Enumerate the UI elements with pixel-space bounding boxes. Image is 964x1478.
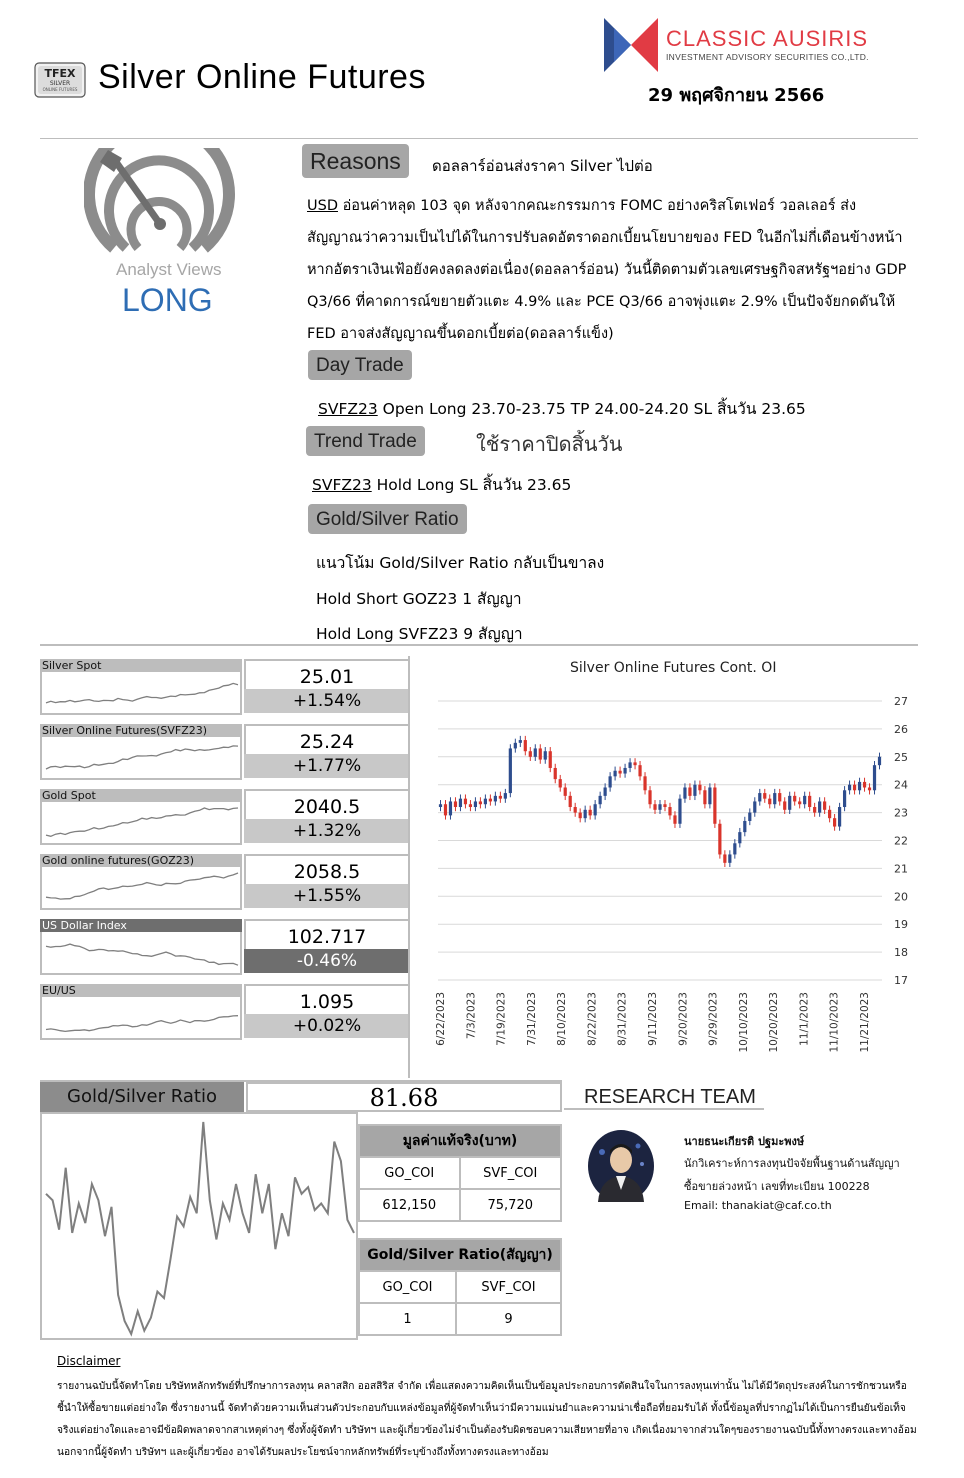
candle-body bbox=[623, 768, 626, 774]
candle-body bbox=[474, 801, 477, 807]
sparkline-line bbox=[42, 999, 240, 1039]
candle-body bbox=[798, 801, 801, 804]
target-dart-icon bbox=[84, 148, 244, 258]
chart-title: Silver Online Futures Cont. OI bbox=[570, 660, 777, 676]
market-value: 1.095 bbox=[244, 984, 410, 1014]
fair-value-svf: 75,720 bbox=[460, 1189, 562, 1221]
y-tick-label: 22 bbox=[894, 834, 908, 848]
market-row bbox=[40, 789, 410, 847]
research-team-title: RESEARCH TEAM bbox=[584, 1086, 756, 1108]
candle-body bbox=[643, 776, 646, 790]
sparkline-line bbox=[42, 804, 240, 844]
candle-body bbox=[653, 804, 656, 810]
y-tick-label: 20 bbox=[894, 890, 908, 904]
contracts-table bbox=[358, 1238, 562, 1336]
ratio-line-3: Hold Long SVFZ23 9 สัญญา bbox=[316, 625, 523, 643]
candle-body bbox=[748, 813, 751, 821]
day-trade-detail: Open Long 23.70-23.75 TP 24.00-24.20 SL สิ้นวัน 23.65 bbox=[377, 400, 806, 418]
candle-body bbox=[604, 787, 607, 795]
x-tick-label: 9/11/2023 bbox=[647, 992, 659, 1046]
candle-body bbox=[738, 832, 741, 843]
candle-body bbox=[788, 796, 791, 810]
candle-body bbox=[708, 787, 711, 804]
candle-body bbox=[848, 785, 851, 791]
candle-body bbox=[753, 801, 756, 812]
x-tick-label: 9/20/2023 bbox=[677, 992, 690, 1046]
candle-body bbox=[494, 796, 497, 802]
reasons-paragraph bbox=[307, 190, 907, 350]
candle-body bbox=[579, 813, 582, 819]
candle-body bbox=[718, 824, 721, 855]
candle-body bbox=[633, 762, 636, 765]
candle-body bbox=[648, 790, 651, 804]
candle-body bbox=[628, 762, 631, 768]
y-tick-label: 21 bbox=[894, 862, 908, 876]
y-tick-label: 27 bbox=[894, 695, 908, 708]
y-tick-label: 18 bbox=[894, 946, 908, 960]
candle-body bbox=[833, 818, 836, 826]
ratio-line bbox=[46, 1122, 354, 1334]
candle-body bbox=[663, 804, 666, 807]
market-value: 25.24 bbox=[244, 724, 410, 754]
ratio-chart-frame bbox=[40, 1112, 358, 1340]
candle-body bbox=[668, 807, 671, 815]
candle-body bbox=[599, 796, 602, 804]
candle-body bbox=[504, 793, 507, 799]
reasons-ticker: USD bbox=[307, 198, 338, 214]
contracts-svf: 9 bbox=[456, 1303, 561, 1335]
candle-body bbox=[524, 740, 527, 751]
gold-silver-ratio-label: Gold/Silver Ratio bbox=[40, 1082, 244, 1112]
candle-body bbox=[499, 796, 502, 799]
x-tick-label: 11/1/2023 bbox=[798, 992, 811, 1046]
silver-oi-candlestick-chart bbox=[410, 680, 930, 1070]
tfex-silver-logo bbox=[34, 62, 86, 98]
candle-body bbox=[688, 787, 691, 795]
candle-body bbox=[778, 793, 781, 801]
candle-body bbox=[618, 771, 621, 774]
contracts-header-svf: SVF_COI bbox=[456, 1271, 561, 1303]
market-change: +1.55% bbox=[244, 884, 410, 908]
trend-trade-note: ใช้ราคาปิดสิ้นวัน bbox=[476, 432, 623, 456]
trend-trade-detail: Hold Long SL สิ้นวัน 23.65 bbox=[371, 476, 572, 494]
y-tick-label: 26 bbox=[894, 722, 908, 736]
candle-body bbox=[469, 804, 472, 807]
page-title: Silver Online Futures bbox=[98, 58, 426, 96]
candle-body bbox=[529, 751, 532, 757]
candle-body bbox=[594, 804, 597, 815]
candle-body bbox=[454, 801, 457, 807]
candle-body bbox=[873, 765, 876, 790]
candle-body bbox=[728, 854, 731, 862]
candle-body bbox=[614, 771, 617, 777]
classic-ausiris-logo-mark bbox=[604, 18, 658, 72]
x-tick-label: 6/22/2023 bbox=[435, 992, 447, 1046]
trend-trade-tag: Trend Trade bbox=[306, 426, 425, 456]
trend-trade-ticker: SVFZ23 bbox=[312, 476, 372, 494]
candle-body bbox=[584, 810, 587, 818]
candle-body bbox=[514, 743, 517, 749]
gold-silver-ratio-tag: Gold/Silver Ratio bbox=[308, 504, 467, 534]
candle-body bbox=[609, 776, 612, 787]
y-tick-label: 23 bbox=[894, 806, 908, 820]
fair-value-header-go: GO_COI bbox=[359, 1157, 460, 1189]
market-row bbox=[40, 919, 410, 977]
market-value: 25.01 bbox=[244, 659, 410, 689]
candle-body bbox=[464, 799, 467, 805]
day-trade-tag: Day Trade bbox=[308, 350, 412, 380]
day-trade-text bbox=[318, 396, 806, 421]
ratio-line-1: แนวโน้ม Gold/Silver Ratio กลับเป็นขาลง bbox=[316, 554, 605, 572]
candle-body bbox=[449, 801, 452, 815]
svg-text:SILVER: SILVER bbox=[49, 80, 71, 87]
market-row bbox=[40, 854, 410, 912]
trend-trade-text bbox=[312, 472, 571, 497]
candle-body bbox=[549, 751, 552, 768]
candle-body bbox=[574, 807, 577, 813]
brand-subtitle: INVESTMENT ADVISORY SECURITIES CO.,LTD. bbox=[666, 52, 869, 62]
candle-body bbox=[828, 810, 831, 818]
x-tick-label: 8/31/2023 bbox=[616, 992, 629, 1046]
contracts-header-go: GO_COI bbox=[359, 1271, 456, 1303]
candle-body bbox=[783, 801, 786, 809]
candle-body bbox=[519, 740, 522, 743]
contracts-go: 1 bbox=[359, 1303, 456, 1335]
candle-body bbox=[459, 799, 462, 807]
candle-body bbox=[479, 801, 482, 804]
candle-body bbox=[564, 787, 567, 795]
sparkline-line bbox=[42, 869, 240, 909]
svg-text:ONLINE FUTURES: ONLINE FUTURES bbox=[42, 87, 78, 92]
candle-body bbox=[878, 757, 881, 765]
candle-body bbox=[843, 790, 846, 807]
x-tick-label: 11/21/2023 bbox=[859, 992, 871, 1053]
market-label: Gold Spot bbox=[40, 789, 242, 802]
candle-body bbox=[444, 804, 447, 815]
candle-body bbox=[484, 799, 487, 805]
sparkline-line bbox=[42, 934, 240, 974]
candle-body bbox=[733, 843, 736, 854]
candle-body bbox=[683, 787, 686, 798]
market-value: 2058.5 bbox=[244, 854, 410, 884]
candle-body bbox=[509, 748, 512, 793]
report-date: 29 พฤศจิกายน 2566 bbox=[648, 85, 825, 106]
candle-body bbox=[703, 790, 706, 804]
candle-body bbox=[813, 807, 816, 813]
reasons-body: อ่อนค่าหลุด 103 จุด หลังจากคณะกรรมการ FOMC อย่างคริสโตเฟอร์ วอลเลอร์ ส่งสัญญาณว่าความเป็นไปได้ในการปรับลดอัตราดอกเบี้ยนโยบายของ FED ในอีกไม่กี่เดือนข้างหน้า หากอัตราเงินเฟ้อยังคงลดลงต่อเนื่อง(ดอลลาร์อ่อน) วันนี้ติดตามตัวเลขเศรษฐกิจสหรัฐฯอย่าง GDP Q3/66 ที่คาดการณ์ขยายตัวแตะ 4.9% และ PCE Q3/66 อาจพุ่งแตะ 2.9% เป็นปัจจัยกดดันให้ FED อาจส่งสัญญาณขึ้นดอกเบี้ยต่อ(ดอลลาร์แข็ง) bbox=[307, 198, 907, 342]
candle-body bbox=[743, 821, 746, 832]
market-label: Silver Spot bbox=[40, 659, 242, 672]
candle-body bbox=[673, 815, 676, 823]
market-value: 2040.5 bbox=[244, 789, 410, 819]
candle-body bbox=[863, 782, 866, 788]
candle-body bbox=[554, 768, 557, 779]
market-change: +1.54% bbox=[244, 689, 410, 713]
market-label: US Dollar Index bbox=[40, 919, 242, 932]
analyst-role: นักวิเคราะห์การลงทุนปัจจัยพื้นฐานด้านสัญญา bbox=[684, 1157, 900, 1170]
candle-body bbox=[439, 804, 442, 807]
candle-body bbox=[569, 796, 572, 807]
fair-value-title: มูลค่าแท้จริง(บาท) bbox=[359, 1125, 561, 1157]
candle-body bbox=[858, 782, 861, 790]
day-trade-ticker: SVFZ23 bbox=[318, 400, 378, 418]
candle-body bbox=[693, 785, 696, 796]
candle-body bbox=[658, 804, 661, 810]
ratio-line-2: Hold Short GOZ23 1 สัญญา bbox=[316, 590, 522, 608]
x-tick-label: 7/31/2023 bbox=[525, 992, 538, 1046]
candle-body bbox=[868, 787, 871, 790]
candle-body bbox=[544, 751, 547, 759]
candle-body bbox=[823, 801, 826, 809]
brand-name: CLASSIC AUSIRIS bbox=[666, 26, 869, 51]
analyst-name: นายธนะเกียรติ ปฐมะพงษ์ bbox=[684, 1135, 805, 1148]
candle-body bbox=[539, 748, 542, 759]
x-tick-label: 7/3/2023 bbox=[465, 992, 478, 1040]
candle-body bbox=[803, 796, 806, 804]
candle-body bbox=[808, 796, 811, 807]
x-tick-label: 8/10/2023 bbox=[556, 992, 569, 1046]
fair-value-table bbox=[358, 1124, 562, 1222]
analyst-position: LONG bbox=[122, 282, 213, 318]
market-change: +0.02% bbox=[244, 1014, 410, 1038]
analyst-license: ซื้อขายล่วงหน้า เลขที่ทะเบียน 100228 bbox=[684, 1180, 870, 1193]
x-tick-label: 10/20/2023 bbox=[768, 992, 781, 1053]
research-team-underline bbox=[564, 1108, 764, 1110]
market-label: Gold online futures(GOZ23) bbox=[40, 854, 242, 867]
y-tick-label: 25 bbox=[894, 750, 908, 764]
analyst-views-label: Analyst Views bbox=[116, 260, 222, 279]
candle-body bbox=[723, 854, 726, 862]
x-tick-label: 7/19/2023 bbox=[495, 992, 508, 1046]
x-tick-label: 9/29/2023 bbox=[707, 992, 720, 1046]
market-row bbox=[40, 724, 410, 782]
x-tick-label: 10/10/2023 bbox=[737, 992, 750, 1053]
candle-body bbox=[713, 787, 716, 823]
y-tick-label: 17 bbox=[894, 974, 908, 987]
fair-value-header-svf: SVF_COI bbox=[460, 1157, 562, 1189]
candle-body bbox=[638, 765, 641, 776]
x-tick-label: 11/10/2023 bbox=[828, 992, 841, 1053]
candle-body bbox=[758, 793, 761, 801]
disclaimer-title: Disclaimer bbox=[57, 1354, 121, 1368]
candle-body bbox=[768, 799, 771, 805]
y-tick-label: 24 bbox=[894, 778, 908, 792]
x-tick-label: 8/22/2023 bbox=[586, 992, 599, 1046]
candle-body bbox=[773, 793, 776, 804]
svg-text:TFEX: TFEX bbox=[44, 67, 76, 80]
fair-value-go: 612,150 bbox=[359, 1189, 460, 1221]
header-divider bbox=[40, 138, 918, 139]
candle-body bbox=[838, 807, 841, 827]
candle-body bbox=[589, 810, 592, 816]
candle-body bbox=[818, 801, 821, 812]
sparkline-line bbox=[42, 674, 240, 714]
analyst-email[interactable]: Email: thanakiat@caf.co.th bbox=[684, 1199, 832, 1212]
candle-body bbox=[534, 748, 537, 756]
market-row bbox=[40, 659, 410, 717]
reasons-tag: Reasons bbox=[302, 144, 409, 178]
section-divider bbox=[40, 644, 918, 646]
analyst-avatar bbox=[588, 1130, 654, 1202]
market-label: Silver Online Futures(SVFZ23) bbox=[40, 724, 242, 737]
reasons-headline: ดอลลาร์อ่อนส่งราคา Silver ไปต่อ bbox=[432, 157, 653, 175]
market-row bbox=[40, 984, 410, 1042]
candle-body bbox=[763, 793, 766, 799]
market-label: EU/US bbox=[40, 984, 242, 997]
disclaimer-text: รายงานฉบับนี้จัดทำโดย บริษัทหลักทรัพย์ที่ปรึกษาการลงทุน คลาสสิก ออสสิริส จำกัด เพื่อแสดงความคิดเห็นเป็นข้อมูลประกอบการตัดสินใจในการลงทุนเท่านั้น ไม่ได้มีวัตถุประสงค์ในการชักชวนหรือชี้นำให้ซื้อขายแต่อย่างใด ซึ่งรายงานนี้ จัดทำด้วยความเห็นส่วนตัวประกอบกับแหล่งข้อมูลที่ผู้จัดทำเห็นว่ามีความแม่นยำและความน่าเชื่อถือที่ยอมรับได้ ทั้งนี้ข้อมูลที่ปรากฏไม่ได้เป็นการยืนยันข้อเท็จจริงแต่อย่างใดและอาจมีข้อผิดพลาดจากสาเหตุต่างๆ ซึ่งทั้งผู้จัดทำ บริษัทฯ และผู้เกี่ยวข้องไม่จำเป็นต้องรับผิดชอบความเสียหายที่อาจ เกิดเนื่องมาจากส่วนใดๆของรายงานฉบับนี้ทั้งทางตรงและทางอ้อม นอกจากนี้ผู้จัดทำ บริษัทฯ และผู้เกี่ยวข้อง อาจได้รับผลประโยชน์จากหลักทรัพย์ที่ระบุข้างถึงทั้งทางตรงและทางอ้อม bbox=[57, 1381, 917, 1458]
market-change: +1.32% bbox=[244, 819, 410, 843]
market-change: -0.46% bbox=[244, 949, 410, 973]
sparkline-line bbox=[42, 739, 240, 779]
contracts-title: Gold/Silver Ratio(สัญญา) bbox=[359, 1239, 561, 1271]
candle-body bbox=[698, 785, 701, 791]
y-tick-label: 19 bbox=[894, 918, 908, 932]
gold-silver-ratio-value: 81.68 bbox=[246, 1082, 562, 1112]
ratio-line-chart bbox=[42, 1114, 356, 1338]
candle-body bbox=[678, 799, 681, 824]
candle-body bbox=[853, 785, 856, 791]
market-change: +1.77% bbox=[244, 754, 410, 778]
market-value: 102.717 bbox=[244, 919, 410, 949]
candle-body bbox=[489, 799, 492, 802]
candle-body bbox=[559, 779, 562, 787]
candle-body bbox=[793, 796, 796, 802]
